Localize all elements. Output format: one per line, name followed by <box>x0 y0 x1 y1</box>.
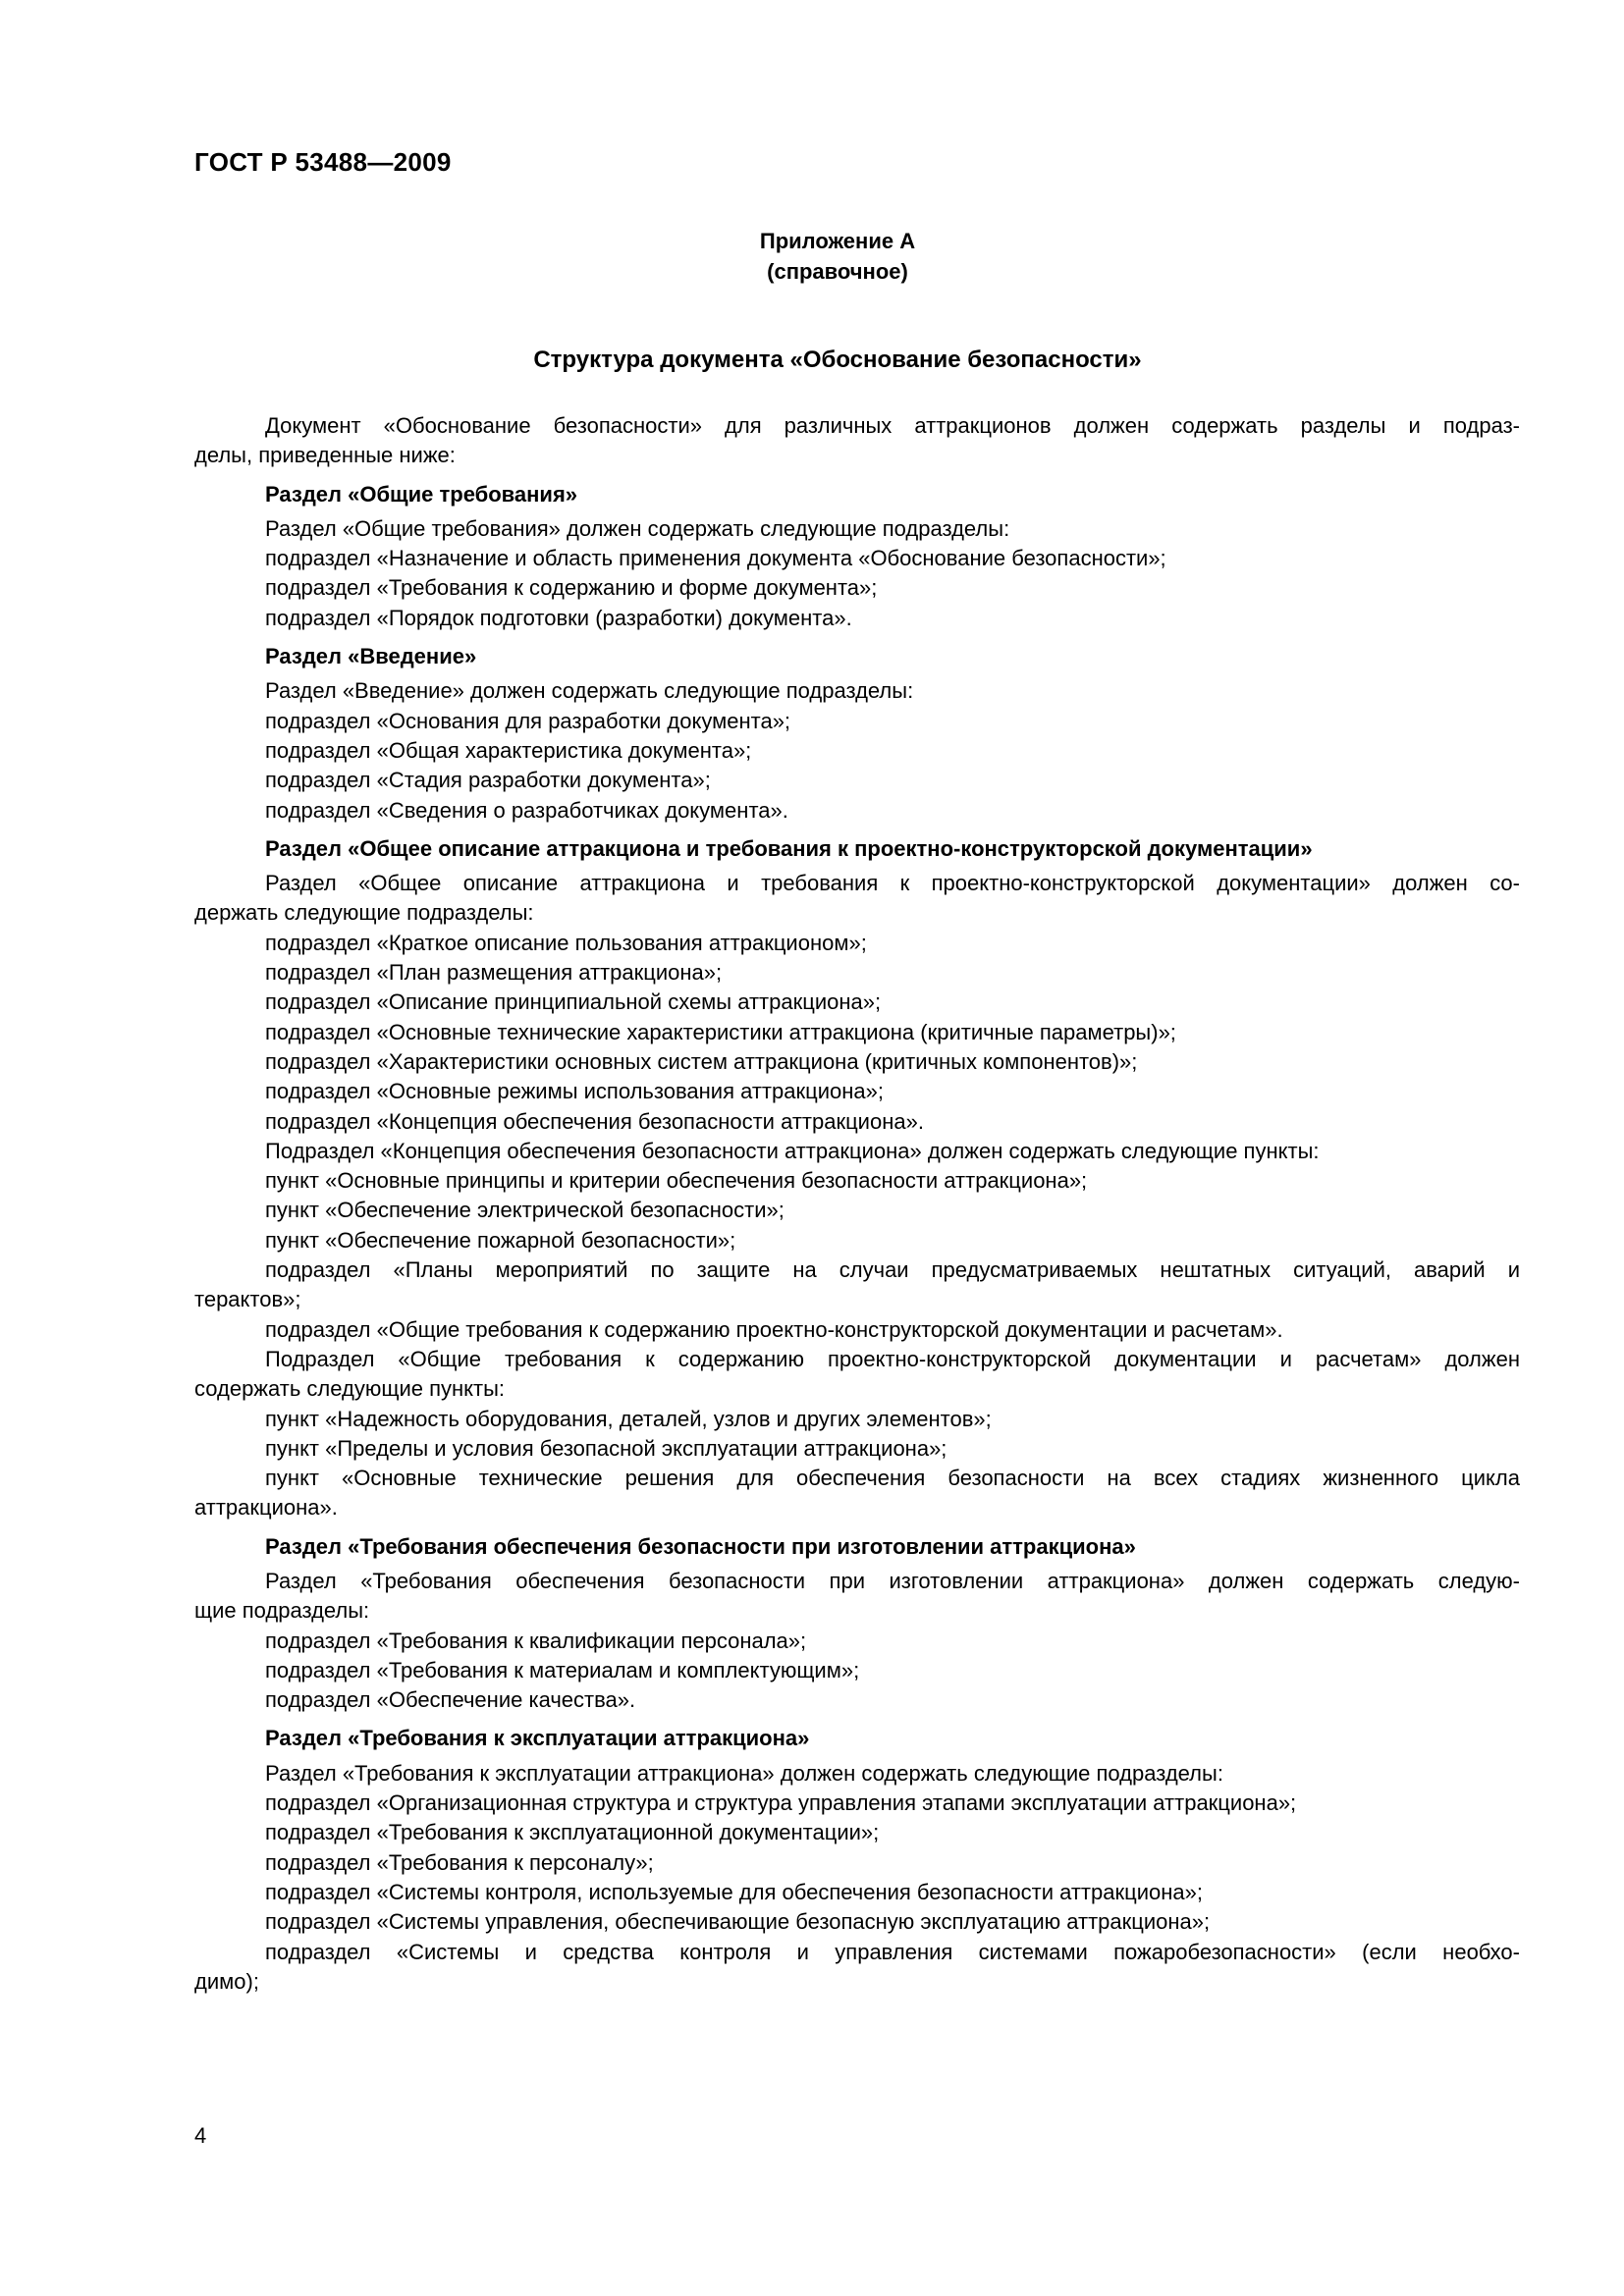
section-line: Раздел «Требования к эксплуатации аттракциона» должен содержать следующие подразделы: <box>265 1760 1223 1786</box>
page-number: 4 <box>194 2123 207 2148</box>
section-line: Раздел «Введение» должен содержать следующие подразделы: <box>265 678 914 704</box>
section-line: подраздел «Основные режимы использования аттракциона»; <box>265 1079 884 1104</box>
section-line: пункт «Обеспечение пожарной безопасности»; <box>265 1227 736 1253</box>
section-heading: Раздел «Требования к эксплуатации аттракциона» <box>265 1726 810 1751</box>
section-line: подраздел «Требования к персоналу»; <box>265 1849 654 1875</box>
section-line: пункт «Основные технические решения для обеспечения безопасности на всех стадиях жизненного цикла <box>265 1466 1520 1491</box>
section-line: держать следующие подразделы: <box>194 900 534 926</box>
section-heading: Раздел «Общее описание аттракциона и требования к проектно-конструкторской документации» <box>265 835 1313 861</box>
section-line: подраздел «Стадия разработки документа»; <box>265 768 711 793</box>
section-line: Раздел «Общее описание аттракциона и требования к проектно-конструкторской документации» должен со- <box>265 871 1520 896</box>
section-attraction-description <box>194 834 1520 1523</box>
section-line: подраздел «Обеспечение качества». <box>265 1687 636 1713</box>
section-heading: Раздел «Общие требования» <box>265 481 578 507</box>
section-operation-requirements <box>194 1724 1520 1997</box>
section-line: димо); <box>194 1968 259 1994</box>
section-line: Раздел «Общие требования» должен содержать следующие подразделы: <box>265 515 1010 541</box>
section-line: Подраздел «Концепция обеспечения безопасности аттракциона» должен содержать следующие пункты: <box>265 1138 1320 1163</box>
appendix-title: Приложение А <box>759 229 916 253</box>
section-line: щие подразделы: <box>194 1598 370 1624</box>
document-title: Структура документа «Обоснование безопасности» <box>533 347 1142 373</box>
section-line: пункт «Надежность оборудования, деталей, узлов и других элементов»; <box>265 1406 992 1431</box>
section-line: подраздел «Характеристики основных систем аттракциона (критичных компонентов)»; <box>265 1048 1138 1074</box>
intro-line-2: делы, приведенные ниже: <box>194 443 456 468</box>
section-line: подраздел «Общие требования к содержанию проектно-конструкторской документации и расчетам». <box>265 1316 1283 1342</box>
intro-line-1: Документ «Обоснование безопасности» для различных аттракционов должен содержать разделы и подраз- <box>265 413 1520 438</box>
section-line: подраздел «Общая характеристика документа»; <box>265 737 752 763</box>
section-line: подраздел «Планы мероприятий по защите на случаи предусматриваемых нештатных ситуаций, аварий и <box>265 1257 1520 1283</box>
section-line: подраздел «Основания для разработки документа»; <box>265 708 791 733</box>
section-line: подраздел «Назначение и область применения документа «Обоснование безопасности»; <box>265 546 1166 571</box>
section-line: пункт «Пределы и условия безопасной эксплуатации аттракциона»; <box>265 1435 947 1461</box>
section-line: подраздел «Системы контроля, используемые для обеспечения безопасности аттракциона»; <box>265 1879 1203 1904</box>
section-line: Подраздел «Общие требования к содержанию проектно-конструкторской документации и расчетам» должен <box>265 1346 1520 1371</box>
appendix-subtitle: (справочное) <box>767 259 908 284</box>
section-line: подраздел «Системы управления, обеспечивающие безопасную эксплуатацию аттракциона»; <box>265 1909 1211 1935</box>
section-line: подраздел «Требования к эксплуатационной документации»; <box>265 1820 880 1845</box>
section-line: пункт «Основные принципы и критерии обеспечения безопасности аттракциона»; <box>265 1168 1088 1194</box>
section-line: пункт «Обеспечение электрической безопасности»; <box>265 1198 785 1223</box>
document-body <box>194 411 1520 1997</box>
section-general-requirements <box>194 480 1520 633</box>
section-line: подраздел «Сведения о разработчиках документа». <box>265 797 788 823</box>
section-line: подраздел «Требования к квалификации персонала»; <box>265 1628 807 1653</box>
section-line: подраздел «Краткое описание пользования аттракционом»; <box>265 930 867 955</box>
section-manufacturing-safety <box>194 1532 1520 1716</box>
section-line: подраздел «Требования к материалам и комплектующим»; <box>265 1657 860 1682</box>
section-line: Раздел «Требования обеспечения безопасности при изготовлении аттракциона» должен содержать следую- <box>265 1568 1520 1593</box>
section-line: подраздел «Описание принципиальной схемы аттракциона»; <box>265 989 882 1015</box>
section-heading: Раздел «Требования обеспечения безопасности при изготовлении аттракциона» <box>265 1533 1136 1559</box>
appendix-heading <box>0 226 1624 287</box>
section-line: подраздел «Организационная структура и структура управления этапами эксплуатации аттракциона»; <box>265 1790 1297 1816</box>
standard-header: ГОСТ Р 53488—2009 <box>194 147 452 177</box>
section-line: терактов»; <box>194 1287 301 1312</box>
section-line: аттракциона». <box>194 1495 338 1521</box>
section-line: подраздел «План размещения аттракциона»; <box>265 960 723 986</box>
section-line: подраздел «Требования к содержанию и форме документа»; <box>265 575 878 601</box>
intro-paragraph <box>194 411 1520 471</box>
section-line: содержать следующие пункты: <box>194 1376 506 1402</box>
section-line: подраздел «Концепция обеспечения безопасности аттракциона». <box>265 1108 924 1134</box>
section-line: подраздел «Порядок подготовки (разработки) документа». <box>265 605 852 630</box>
section-line: подраздел «Основные технические характеристики аттракциона (критичные параметры)»; <box>265 1019 1176 1044</box>
section-heading: Раздел «Введение» <box>265 644 477 669</box>
section-introduction <box>194 642 1520 826</box>
section-line: подраздел «Системы и средства контроля и управления системами пожаробезопасности» (если необхо- <box>265 1939 1520 1964</box>
